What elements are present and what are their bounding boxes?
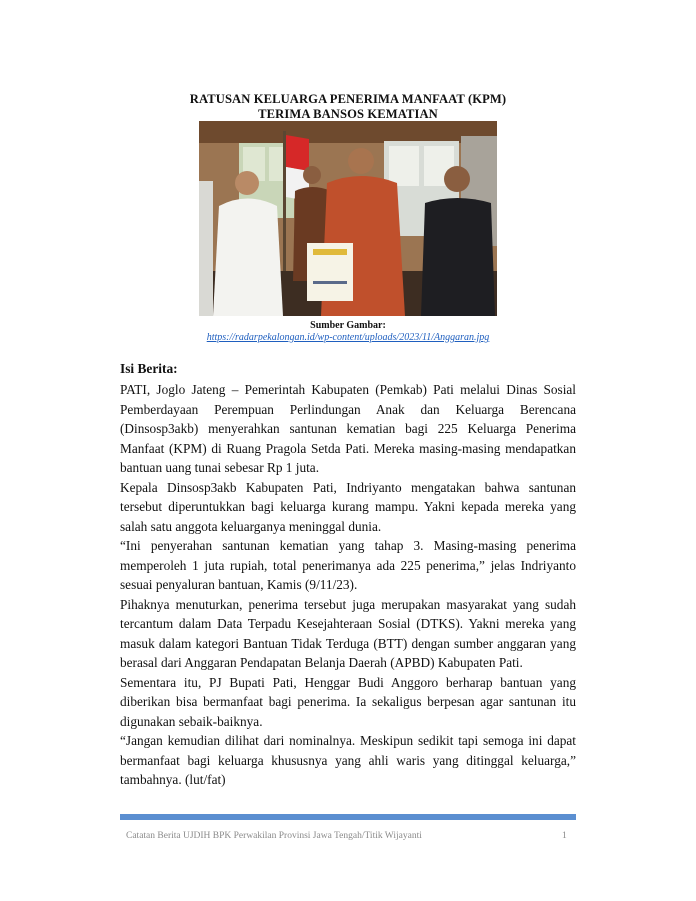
paragraph: “Jangan kemudian dilihat dari nominalnya. Meskipun sedikit tapi semoga ini dapat bermanfaat bagi keluarga khususnya yang ahli waris yang ditinggal keluarga,” tambahnya. (lut/fat) bbox=[120, 733, 576, 787]
page-number: 1 bbox=[562, 831, 567, 841]
image-source-link[interactable]: https://radarpekalongan.id/wp-content/uploads/2023/11/Anggaran.jpg bbox=[206, 332, 490, 343]
footer-divider bbox=[120, 814, 576, 820]
paragraph: Kepala Dinsosp3akb Kabupaten Pati, Indriyanto mengatakan bahwa santunan tersebut diperuntukkan bagi keluarga kurang mampu. Yakni kepada mereka yang salah satu anggota keluarganya meninggal dunia. bbox=[120, 479, 576, 534]
title-line-1: RATUSAN KELUARGA PENERIMA MANFAAT (KPM) bbox=[189, 92, 507, 106]
paragraph: Sementara itu, PJ Bupati Pati, Henggar Budi Anggoro berharap bantuan yang diberikan bisa bermanfaat bagi penerima. Ia sekaligus berpesan agar santunan itu digunakan sebaik-baiknya. bbox=[120, 674, 576, 729]
document-title bbox=[120, 92, 576, 122]
footer-text: Catatan Berita UJDIH BPK Perwakilan Provinsi Jawa Tengah/Titik Wijayanti bbox=[126, 831, 422, 841]
title-line-2: TERIMA BANSOS KEMATIAN bbox=[258, 107, 438, 121]
article-body bbox=[120, 380, 576, 790]
paragraph: PATI, Joglo Jateng – Pemerintah Kabupaten (Pemkab) Pati melalui Dinas Sosial Pemberdayaan Perempuan Perlindungan Anak dan Keluarga Berencana (Dinsosp3akb) menyerahkan santunan kematian bagi 225 Keluarga Penerima Manfaat (KPM) di Ruang Pragola Setda Pati. Mereka masing-masing mendapatkan bantuan uang tunai sebesar Rp 1 juta. bbox=[120, 382, 576, 475]
news-photo bbox=[199, 121, 497, 316]
paragraph: “Ini penyerahan santunan kematian yang tahap 3. Masing-masing penerima memperoleh 1 juta rupiah, total penerimanya ada 225 penerima,” jelas Indriyanto sesuai penyaluran bantuan, Kamis (9/11/23). bbox=[120, 538, 576, 592]
paragraph: Pihaknya menuturkan, penerima tersebut juga merupakan masyarakat yang sudah tercantum dalam Data Terpadu Kesejahteraan Sosial (DTKS). Yakni mereka yang masuk dalam kategori Bantuan Tidak Terduga (BTT) dengan sumber anggaran yang berasal dari Anggaran Pendapatan Belanja Daerah (APBD) Kabupaten Pati. bbox=[120, 596, 576, 670]
section-heading: Isi Berita: bbox=[120, 361, 178, 376]
image-caption-label: Sumber Gambar: bbox=[310, 320, 386, 331]
